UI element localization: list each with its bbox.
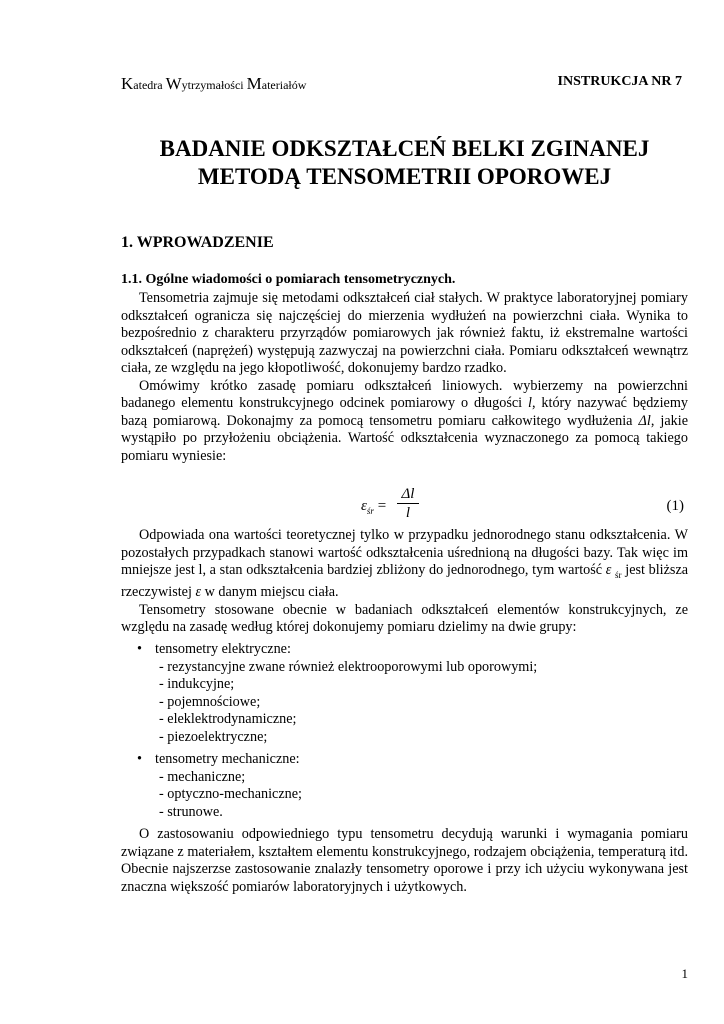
text-after-equation: [121, 527, 688, 637]
mechanical-list: [137, 751, 302, 821]
list-item: - rezystancyjne zwane również elektrooporowymi lub oporowymi;: [159, 658, 538, 675]
electrical-list: [137, 641, 537, 746]
paragraph-5: O zastosowaniu odpowiedniego typu tensometru decydują warunki i wymagania pomiaru związane z materiałem, kształtem elementu konstrukcyjnego, rodzajem obciążenia, temperaturą itd. Obecnie najszerzse zastosowanie znalazły tensometry oporowe i przy ich użyciu wykonywana jest znaczna większość pomiarów laboratoryjnych i użytkowych.: [121, 826, 688, 895]
list-item: - eleklektrodynamiczne;: [159, 711, 297, 727]
paragraph-2: Omówimy krótko zasadę pomiaru odkształceń liniowych. wybierzemy na powierzchni badanego elementu konstrukcyjnego odcinek pomiarowy o długości l, który nazywać będziemy bazą pomiarową. Dokonajmy za pomocą tensometru pomiaru całkowitego wydłużenia Δl, jakie wystąpiło po przyłożeniu obciążenia. Wartość odkształcenia wyznaczonego za pomocą takiego pomiaru wyniesie:: [121, 377, 688, 464]
list-item: - mechaniczne;: [159, 768, 246, 785]
equation-1: [121, 486, 688, 524]
equation-number: (1): [666, 498, 684, 514]
equation-fraction: [397, 486, 419, 522]
page-number: 1: [681, 966, 688, 981]
equation-numerator: Δl: [397, 486, 419, 504]
document-title: [121, 135, 688, 191]
equation-lhs: $\varepsilon_{śr}$ =: [361, 498, 387, 516]
bullet-icon: •: [137, 751, 142, 767]
section-heading: 1. WPROWADZENIE: [121, 234, 274, 251]
list-item: - pojemnościowe;: [159, 693, 261, 710]
subsection-heading: 1.1. Ogólne wiadomości o pomiarach tensometrycznych.: [121, 272, 456, 287]
list-bullet-mechanical: • tensometry mechaniczne:: [137, 751, 300, 767]
closing-text: [121, 826, 688, 896]
list-item: - optyczno-mechaniczne;: [159, 786, 302, 802]
bullet-icon: •: [137, 641, 142, 657]
paragraph-4: Tensometry stosowane obecnie w badaniach odkształceń elementów konstrukcyjnych, ze względu na zasadę według której dokonujemy pomiaru dzielimy na dwie grupy:: [121, 601, 688, 636]
list-bullet-electrical: • tensometry elektryczne:: [137, 641, 291, 657]
paragraph-1: Tensometria zajmuje się metodami odkształceń ciał stałych. W praktyce laboratoryjnej pomiary odkształceń ogranicza się najczęściej do mierzenia wydłużeń na powierzchni ciała. Wynika to bezpośrednio z charakteru przyrządów pomiarowych jak również faktu, iż ekstremalne wartości odkształceń (naprężeń) występują zazwyczaj na powierzchni ciała. Pomiaru odkształceń wewnątrz ciała, ze względu na jego kłopotliwość, dokonujemy bardzo rzadko.: [121, 290, 688, 376]
list-item: - piezoelektryczne;: [159, 728, 268, 745]
header-instruction-number: INSTRUKCJA NR 7: [557, 74, 682, 89]
list-item: - indukcyjne;: [159, 676, 235, 692]
title-line-1: BADANIE ODKSZTAŁCEŃ BELKI ZGINANEJ: [159, 136, 650, 161]
paragraph-3: Odpowiada ona wartości teoretycznej tylko w przypadku jednorodnego stanu odkształcenia. W pozostałych przypadkach stanowi wartość odkształcenia uśrednioną na długości bazy. Tak więc im mniejsze jest l, a stan odkształcenia bardziej zbliżony do jednorodnego, tym wartość ε $_{śr}$ jest bliższa rzeczywistej ε w danym miejscu ciała.: [121, 527, 689, 601]
list-item: - strunowe.: [159, 803, 223, 820]
page-header: [121, 72, 688, 96]
title-line-2: METODĄ TENSOMETRII OPOROWEJ: [197, 164, 612, 189]
header-department: Katedra Wytrzymałości Materiałów: [121, 74, 307, 93]
equation-denominator: l: [405, 505, 411, 521]
intro-text: [121, 290, 688, 465]
